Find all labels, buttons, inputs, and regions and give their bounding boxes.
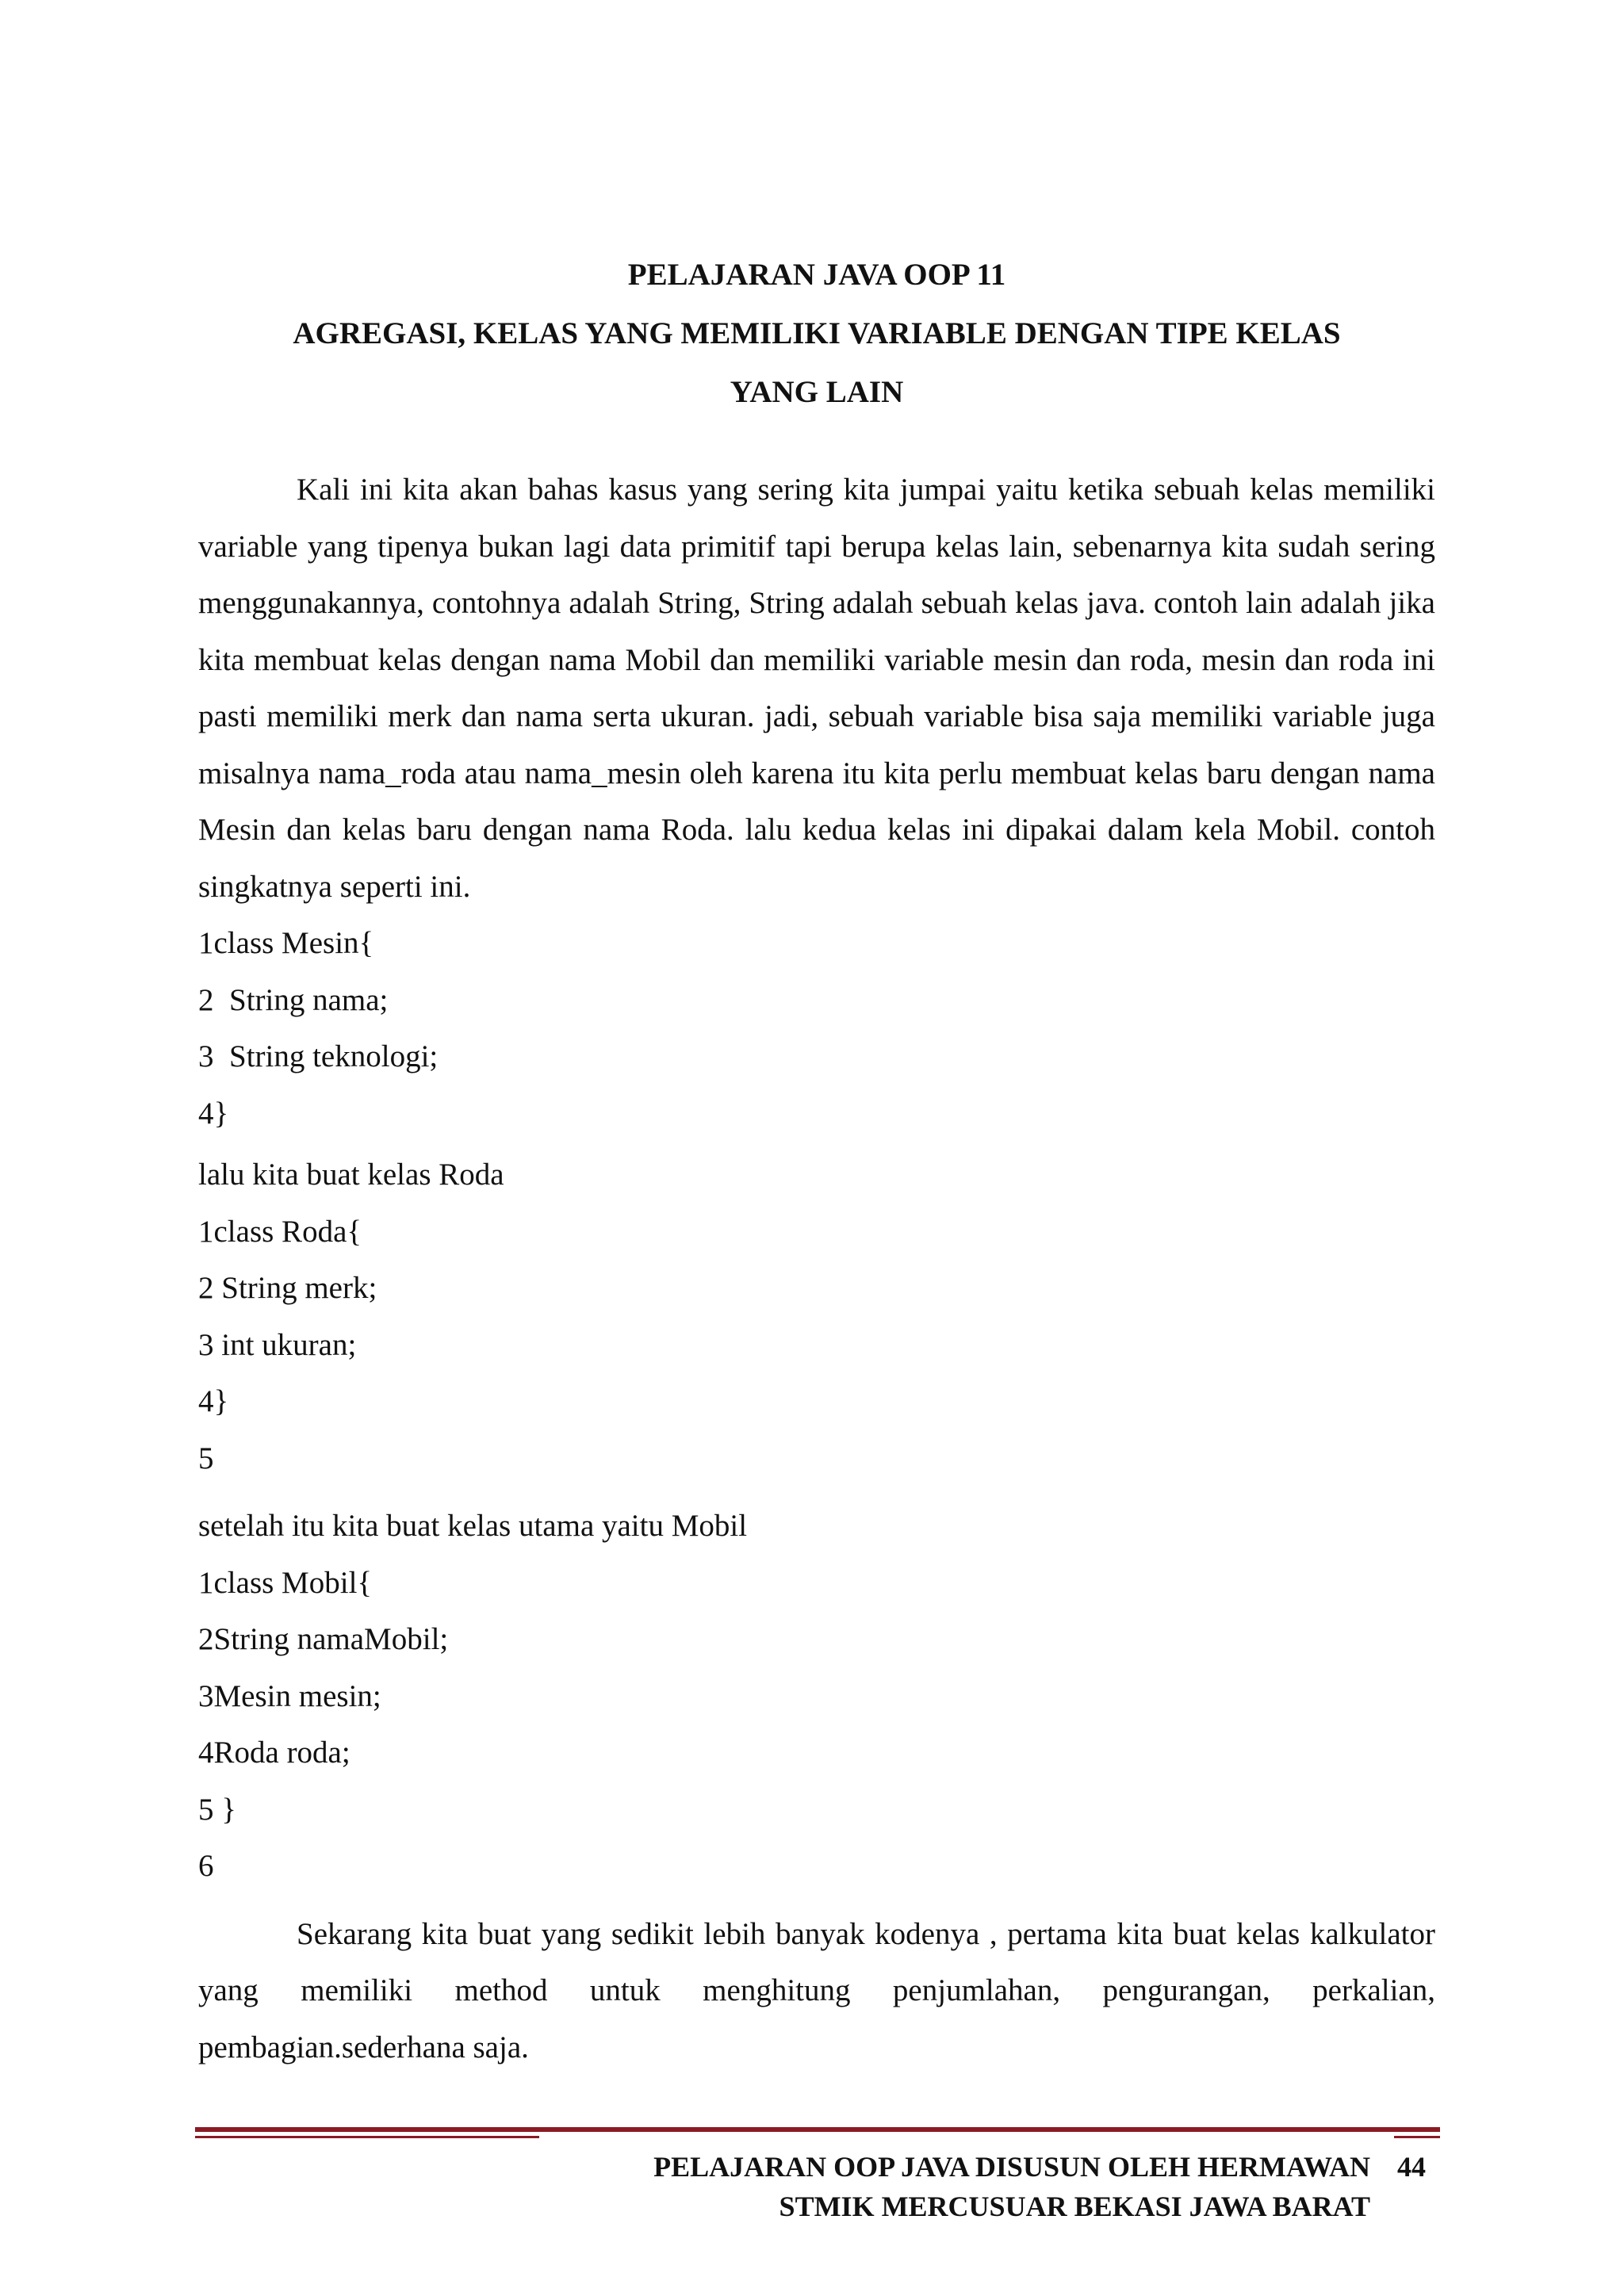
code-block-roda — [198, 1203, 1435, 1487]
footer-divider — [195, 2127, 1440, 2140]
code-line: 5 — [198, 1441, 214, 1475]
code-line: 3 String teknologi; — [198, 1039, 439, 1073]
code-line: 4} — [198, 1384, 229, 1418]
text-mobil-intro: setelah itu kita buat kelas utama yaitu Mobil — [198, 1509, 748, 1543]
intro-paragraph: Kali ini kita akan bahas kasus yang sering kita jumpai yaitu ketika sebuah kelas memiliki variable yang tipenya bukan lagi data primitif tapi berupa kelas lain, sebenarnya kita sudah sering menggunakannya, contohnya adalah String, String adalah sebuah kelas java. contoh lain adalah jika kita membuat kelas dengan nama Mobil dan memiliki variable mesin dan roda, mesin dan roda ini pasti memiliki merk dan nama serta ukuran. jadi, sebuah variable bisa saja memiliki variable juga misalnya nama_roda atau nama_mesin oleh karena itu kita perlu membuat kelas baru dengan nama Mesin dan kelas baru dengan nama Roda. lalu kedua kelas ini dipakai dalam kela Mobil. contoh singkatnya seperti ini. — [198, 473, 1435, 904]
code-line: 4} — [198, 1096, 229, 1131]
footer-institution-line: STMIK MERCUSUAR BEKASI JAWA BARAT — [779, 2191, 1370, 2222]
code-block-mobil — [198, 1555, 1435, 1895]
code-line: 1class Mobil{ — [198, 1565, 373, 1600]
code-line: 1class Mesin{ — [198, 926, 374, 960]
closing-paragraph: Sekarang kita buat yang sedikit lebih banyak kodenya , pertama kita buat kelas kalkulator yang memiliki method untuk menghitung penjumlahan, pengurangan, perkalian, pembagian.sederhana saja. — [198, 1916, 1435, 2064]
page-footer — [476, 2147, 1370, 2226]
code-line: 3 int ukuran; — [198, 1327, 357, 1362]
code-line: 2 String nama; — [198, 982, 389, 1017]
text-roda-intro: lalu kita buat kelas Roda — [198, 1158, 504, 1192]
footer-rule-thick — [195, 2127, 1440, 2132]
heading-line-2: AGREGASI, KELAS YANG MEMILIKI VARIABLE DENGAN TIPE KELAS — [293, 316, 1341, 350]
code-line: 3Mesin mesin; — [198, 1678, 381, 1713]
code-line: 1class Roda{ — [198, 1214, 362, 1249]
heading-line-3: YANG LAIN — [730, 375, 904, 409]
code-line: 2String namaMobil; — [198, 1622, 449, 1656]
code-line: 4Roda roda; — [198, 1735, 350, 1770]
heading-line-1: PELAJARAN JAVA OOP 11 — [627, 258, 1006, 292]
code-block-mesin — [198, 915, 1435, 1142]
footer-author-line: PELAJARAN OOP JAVA DISUSUN OLEH HERMAWAN — [653, 2151, 1370, 2183]
body-content — [198, 461, 1435, 2076]
page-number: 44 — [1397, 2151, 1426, 2183]
code-line: 5 } — [198, 1792, 236, 1827]
code-line: 6 — [198, 1849, 214, 1883]
code-line: 2 String merk; — [198, 1271, 377, 1305]
footer-rule-thin-left — [195, 2136, 539, 2138]
footer-rule-thin-right — [1394, 2136, 1440, 2138]
chapter-heading — [198, 246, 1435, 422]
